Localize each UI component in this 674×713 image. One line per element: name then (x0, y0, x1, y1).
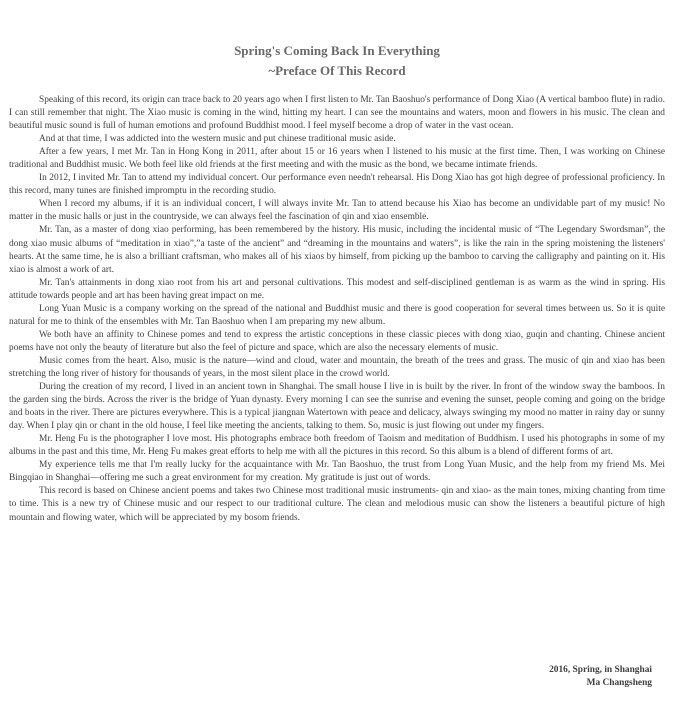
paragraph: Long Yuan Music is a company working on the spread of the national and Buddhist music and there is good cooperation for several times between us. So it is quite natural for me to think of the ensembles with Mr. Tan Baoshuo when I am preparing my new album. (9, 303, 665, 327)
paragraph: After a few years, I met Mr. Tan in Hong Kong in 2011, after about 15 or 16 years when I listened to his music at the first time. Then, I was working on Chinese traditional and Buddhist music. We both feel like old friends at the first meeting and with the music as the bond, we became intimate friends. (9, 147, 665, 171)
paragraph: We both have an affinity to Chinese pomes and tend to express the artistic conceptions in these classic pieces with dong xiao, guqin and chanting. Chinese ancient poems have not only the beauty of literature but also the feel of picture and space, which are also the necessary elements of music. (9, 329, 665, 353)
paragraph: Mr. Tan's attainments in dong xiao root from his art and personal cultivations. This modest and self-disciplined gentleman is as warm as the wind in spring. His attitude towards people and art has been having great impact on me. (9, 277, 665, 301)
paragraph: Mr. Tan, as a master of dong xiao performing, has been remembered by the history. His music, including the incidental music of “The Legendary Swordsman”, the dong xiao music albums of “meditation in xiao”,”a taste of the ancient” and “dreaming in the mountains and waters”, is like the rain in the spring moistening the listeners' hearts. At the same time, he is also a brilliant craftsman, who makes all of his xiaos by himself, from picking up the bamboo to carving the calligraphy and painting on it. His xiao is almost a work of art. (9, 225, 665, 275)
page-subtitle: ~Preface Of This Record (268, 63, 406, 78)
page-title: Spring's Coming Back In Everything (234, 43, 440, 58)
paragraph: In 2012, I invited Mr. Tan to attend my individual concert. Our performance even needn't rehearsal. His Dong Xiao has got high degree of professional proficiency. In this record, many tunes are finished impromptu in the recording studio. (9, 173, 665, 197)
paragraph: This record is based on Chinese ancient poems and takes two Chinese most traditional music instruments- qin and xiao- as the main tones, mixing chanting from time to time. This is a new try of Chinese music and our respect to our traditional culture. The clean and melodious music can show the listeners a beautiful picture of high mountain and flowing water, which will be appreciated by my bosom friends. (9, 486, 665, 523)
signature-date-place: 2016, Spring, in Shanghai (549, 665, 652, 675)
paragraph: Music comes from the heart. Also, music is the nature—wind and cloud, water and mountain, the breath of the trees and grass. The music of qin and xiao has been stretching the long river of history for thousands of years, in the most silent place in the crowd world. (9, 355, 665, 379)
paragraph: During the creation of my record, I lived in an ancient town in Shanghai. The small house I live in is built by the river. In front of the window sway the bamboos. In the garden sing the birds. Across the river is the bridge of Yuan dynasty. Every morning I can see the sunrise and evening the sunset, people coming and going on the bridge and boats in the river. There are pictures everywhere. This is a typical jiangnan Watertown with peace and delicacy, always swinging my mood no matter in rainy day or sunny day. When I play qin or chant in the old house, I feel like meeting the ancients, talking to them. So, music is just flowing out under my fingers. (9, 382, 665, 432)
paragraph: And at that time, I was addicted into the western music and put chinese traditional music aside. (39, 134, 396, 145)
preface-body (9, 94, 665, 525)
signature-block (549, 664, 652, 690)
signature-author: Ma Changsheng (586, 678, 652, 688)
paragraph: My experience tells me that I'm really lucky for the acquaintance with Mr. Tan Baoshuo, the trust from Long Yuan Music, and the help from my friend Ms. Mei Bingqiao in Shanghai—offering me such a great environment for my creation. My gratitude is just out of words. (9, 460, 665, 484)
paragraph: Speaking of this record, its origin can trace back to 20 years ago when I first listen to Mr. Tan Baoshuo's performance of Dong Xiao (A vertical bamboo flute) in radio. I can still remember that night. The Xiao music is coming in the wind, hitting my heart. I can see the mountains and waters, moon and flowers in his music. The clean and beautiful music sound is full of human emotions and profound Buddhist mood. I feel myself become a drop of water in the vast ocean. (9, 95, 665, 132)
paragraph: When I record my albums, if it is an individual concert, I will always invite Mr. Tan to attend because his Xiao has become an undividable part of my music! No matter in the music halls or just in the countryside, we can always feel the fascination of qin and xiao ensemble. (9, 199, 665, 223)
title-block (0, 41, 674, 81)
paragraph: Mr. Heng Fu is the photographer I love most. His photographs embrace both freedom of Taoism and meditation of Buddhism. I used his photographs in some of my albums in the past and this time, Mr. Heng Fu makes great efforts to help me with all the pictures in this record. So this album is a blend of different forms of art. (9, 434, 665, 458)
